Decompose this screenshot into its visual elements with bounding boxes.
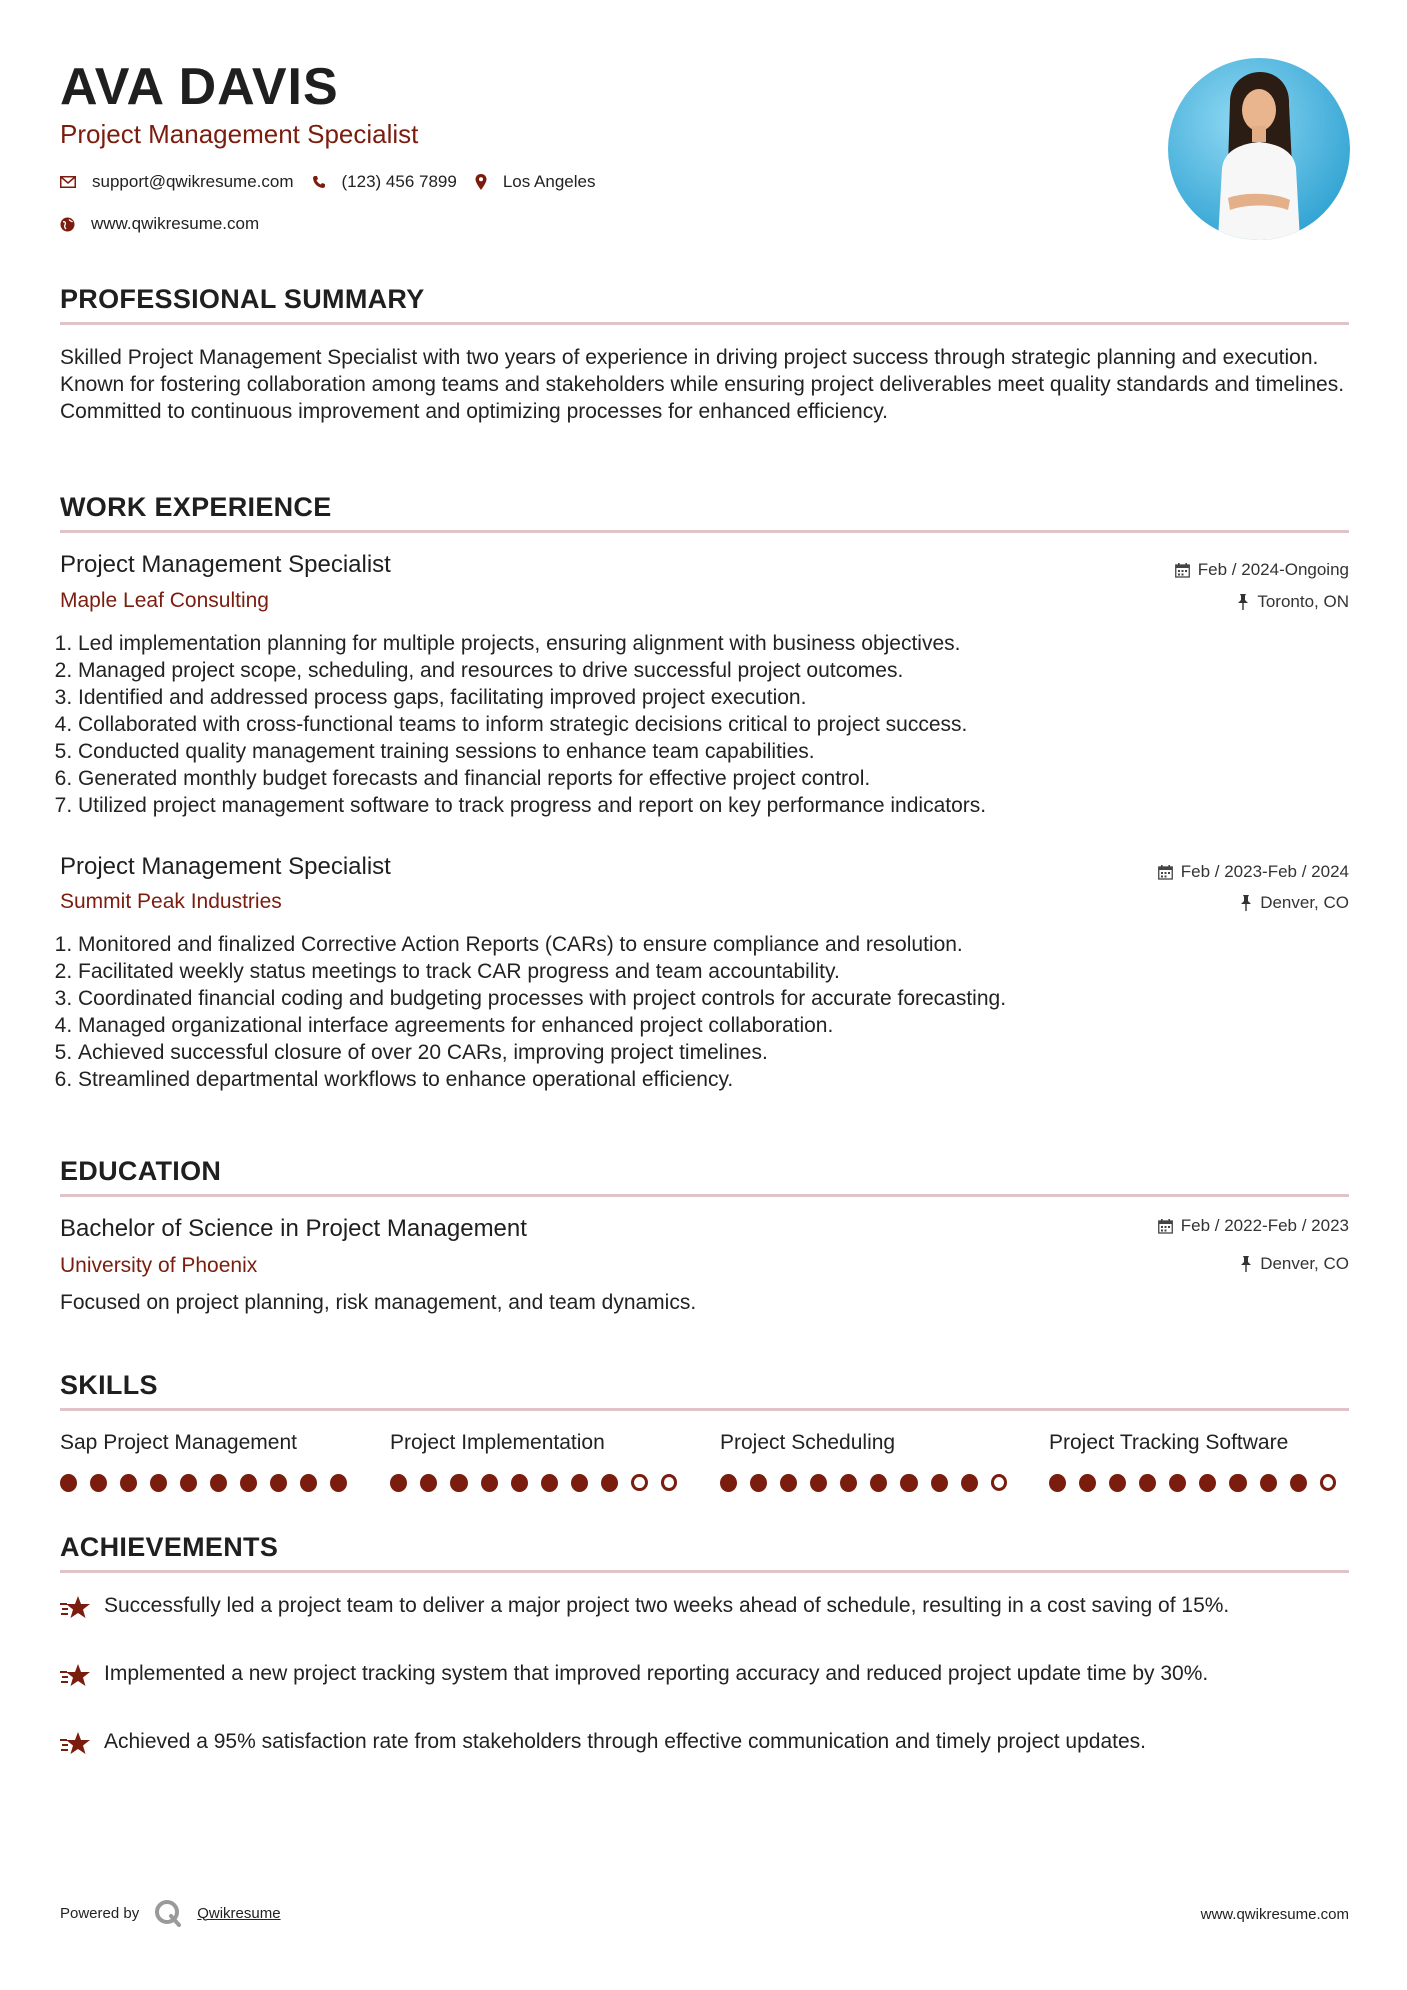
- summary-text: Skilled Project Management Specialist with two years of experience in driving project success through strategic planning and execution. Known for fostering collaboration among teams and stakeholders while ensuring project deliverables meet quality standards and timelines. Committed to continuous improvement and optimizing processes for enhanced efficiency.: [60, 346, 1345, 423]
- list-item: 6. Generated monthly budget forecasts and financial reports for effective project control.: [78, 765, 1358, 792]
- rating-dot-filled: [330, 1474, 347, 1492]
- job-title: Project Management Specialist: [60, 551, 391, 578]
- star-award-icon: [60, 1662, 92, 1690]
- rating-dot-filled: [180, 1474, 197, 1492]
- list-item: 1. Monitored and finalized Corrective Action Reports (CARs) to ensure compliance and resolution.: [78, 931, 1358, 958]
- job-dates-text: Feb / 2023-Feb / 2024: [1180, 862, 1349, 881]
- candidate-name: AVA DAVIS: [60, 58, 339, 116]
- list-item: 2. Managed project scope, scheduling, and resources to drive successful project outcomes.: [78, 657, 1358, 684]
- rating-dot-filled: [810, 1474, 827, 1492]
- rating-dot-filled: [300, 1474, 317, 1492]
- job-dates: [1158, 861, 1349, 883]
- rating-dot-filled: [1290, 1474, 1307, 1492]
- rating-dot-filled: [120, 1474, 137, 1492]
- skills-heading: SKILLS: [60, 1370, 158, 1400]
- pushpin-icon: [1240, 1256, 1252, 1272]
- rating-dot-empty: [991, 1474, 1007, 1491]
- school-name: University of Phoenix: [60, 1254, 258, 1277]
- list-item: 5. Achieved successful closure of over 20 CARs, improving project timelines.: [78, 1039, 1358, 1066]
- calendar-icon: [1175, 563, 1190, 578]
- job-location: [1237, 591, 1349, 613]
- achievement-text: Successfully led a project team to deliver a major project two weeks ahead of schedule, resulting in a cost saving of 15%.: [104, 1594, 1230, 1617]
- rating-dot-filled: [1109, 1474, 1126, 1492]
- experience-divider: [60, 530, 1349, 533]
- contact-website[interactable]: [60, 214, 259, 234]
- skill-name: Sap Project Management: [60, 1431, 297, 1454]
- skills-divider: [60, 1408, 1349, 1411]
- contact-location: [475, 172, 596, 192]
- rating-dot-filled: [90, 1474, 107, 1492]
- job-bullets: [60, 630, 1358, 819]
- skill-rating: [720, 1474, 1020, 1492]
- contact-row-primary: [60, 172, 613, 192]
- achievement-item: [60, 1592, 1350, 1622]
- powered-by-label: Powered by: [60, 1904, 140, 1922]
- list-item: 1. Led implementation planning for multiple projects, ensuring alignment with business objectives.: [78, 630, 1358, 657]
- list-item: 3. Coordinated financial coding and budgeting processes with project controls for accurate forecasting.: [78, 985, 1358, 1012]
- skill-item: [60, 1430, 360, 1492]
- rating-dot-filled: [240, 1474, 257, 1492]
- rating-dot-filled: [511, 1474, 528, 1492]
- skill-name: Project Scheduling: [720, 1431, 896, 1454]
- skill-rating: [1049, 1474, 1349, 1492]
- qwikresume-logo-icon: [153, 1898, 183, 1928]
- pushpin-icon: [1237, 594, 1249, 610]
- email-text: support@qwikresume.com: [92, 172, 294, 191]
- rating-dot-filled: [601, 1474, 618, 1492]
- list-item: 4. Collaborated with cross-functional teams to inform strategic decisions critical to project success.: [78, 711, 1358, 738]
- experience-heading: WORK EXPERIENCE: [60, 492, 332, 522]
- rating-dot-filled: [150, 1474, 167, 1492]
- rating-dot-filled: [961, 1474, 978, 1492]
- footer-powered-by: [60, 1898, 281, 1928]
- rating-dot-filled: [1139, 1474, 1156, 1492]
- job-dates-text: Feb / 2024-Ongoing: [1197, 560, 1349, 579]
- education-dates: [1158, 1215, 1349, 1237]
- list-item: 4. Managed organizational interface agreements for enhanced project collaboration.: [78, 1012, 1358, 1039]
- skill-name: Project Tracking Software: [1049, 1431, 1289, 1454]
- rating-dot-filled: [270, 1474, 287, 1492]
- rating-dot-filled: [870, 1474, 887, 1492]
- list-item: 2. Facilitated weekly status meetings to track CAR progress and team accountability.: [78, 958, 1358, 985]
- rating-dot-empty: [1320, 1474, 1336, 1491]
- rating-dot-filled: [390, 1474, 407, 1492]
- map-pin-icon: [475, 174, 487, 190]
- rating-dot-filled: [481, 1474, 498, 1492]
- rating-dot-filled: [750, 1474, 767, 1492]
- summary-heading: PROFESSIONAL SUMMARY: [60, 284, 425, 314]
- calendar-icon: [1158, 1219, 1173, 1234]
- skill-rating: [390, 1474, 690, 1492]
- envelope-icon: [60, 176, 76, 188]
- rating-dot-filled: [1079, 1474, 1096, 1492]
- list-item: 6. Streamlined departmental workflows to enhance operational efficiency.: [78, 1066, 1358, 1093]
- calendar-icon: [1158, 865, 1173, 880]
- contact-email[interactable]: [60, 172, 294, 192]
- job-company: Maple Leaf Consulting: [60, 589, 269, 612]
- footer-website[interactable]: www.qwikresume.com: [1200, 1906, 1349, 1923]
- rating-dot-filled: [541, 1474, 558, 1492]
- rating-dot-filled: [1169, 1474, 1186, 1492]
- rating-dot-filled: [571, 1474, 588, 1492]
- phone-icon: [312, 175, 326, 189]
- rating-dot-filled: [1229, 1474, 1246, 1492]
- job-bullets: [60, 931, 1358, 1093]
- education-location-text: Denver, CO: [1260, 1254, 1349, 1273]
- job-location-text: Denver, CO: [1260, 893, 1349, 912]
- rating-dot-empty: [661, 1474, 677, 1491]
- achievement-item: [60, 1728, 1350, 1758]
- globe-icon: [60, 217, 75, 232]
- rating-dot-filled: [450, 1474, 467, 1492]
- job-dates: [1175, 559, 1349, 581]
- education-heading: EDUCATION: [60, 1156, 222, 1186]
- rating-dot-filled: [1049, 1474, 1066, 1492]
- achievement-text: Implemented a new project tracking system that improved reporting accuracy and reduced project update time by 30%.: [104, 1662, 1209, 1685]
- star-award-icon: [60, 1730, 92, 1758]
- education-description: Focused on project planning, risk management, and team dynamics.: [60, 1291, 697, 1314]
- list-item: 3. Identified and addressed process gaps, facilitating improved project execution.: [78, 684, 1358, 711]
- skill-item: [720, 1430, 1020, 1492]
- rating-dot-filled: [900, 1474, 917, 1492]
- skill-item: [390, 1430, 690, 1492]
- list-item: 7. Utilized project management software to track progress and report on key performance indicators.: [78, 792, 1358, 819]
- rating-dot-filled: [420, 1474, 437, 1492]
- achievements-heading: ACHIEVEMENTS: [60, 1532, 279, 1562]
- contact-row-secondary: [60, 214, 277, 234]
- pushpin-icon: [1240, 895, 1252, 911]
- skill-item: [1049, 1430, 1349, 1492]
- rating-dot-filled: [720, 1474, 737, 1492]
- education-dates-text: Feb / 2022-Feb / 2023: [1180, 1216, 1349, 1235]
- location-text: Los Angeles: [502, 172, 596, 191]
- job-location: [1240, 892, 1349, 914]
- contact-phone[interactable]: [312, 172, 457, 192]
- summary-divider: [60, 322, 1349, 325]
- rating-dot-filled: [1199, 1474, 1216, 1492]
- rating-dot-filled: [931, 1474, 948, 1492]
- profile-photo: [1168, 58, 1350, 240]
- skill-rating: [60, 1474, 360, 1492]
- job-location-text: Toronto, ON: [1257, 592, 1349, 611]
- rating-dot-empty: [631, 1474, 647, 1491]
- degree-title: Bachelor of Science in Project Management: [60, 1215, 527, 1242]
- candidate-title: Project Management Specialist: [60, 119, 419, 149]
- website-text: www.qwikresume.com: [91, 214, 260, 233]
- star-award-icon: [60, 1594, 92, 1622]
- rating-dot-filled: [780, 1474, 797, 1492]
- achievements-divider: [60, 1570, 1349, 1573]
- rating-dot-filled: [210, 1474, 227, 1492]
- rating-dot-filled: [1260, 1474, 1277, 1492]
- achievement-text: Achieved a 95% satisfaction rate from stakeholders through effective communication and timely project updates.: [104, 1730, 1147, 1753]
- qwikresume-link[interactable]: Qwikresume: [197, 1904, 281, 1922]
- job-title: Project Management Specialist: [60, 853, 391, 880]
- achievement-item: [60, 1660, 1350, 1690]
- education-location: [1240, 1253, 1349, 1275]
- education-divider: [60, 1194, 1349, 1197]
- job-company: Summit Peak Industries: [60, 890, 282, 913]
- skill-name: Project Implementation: [390, 1431, 605, 1454]
- list-item: 5. Conducted quality management training sessions to enhance team capabilities.: [78, 738, 1358, 765]
- rating-dot-filled: [60, 1474, 77, 1492]
- phone-text: (123) 456 7899: [341, 172, 457, 191]
- rating-dot-filled: [840, 1474, 857, 1492]
